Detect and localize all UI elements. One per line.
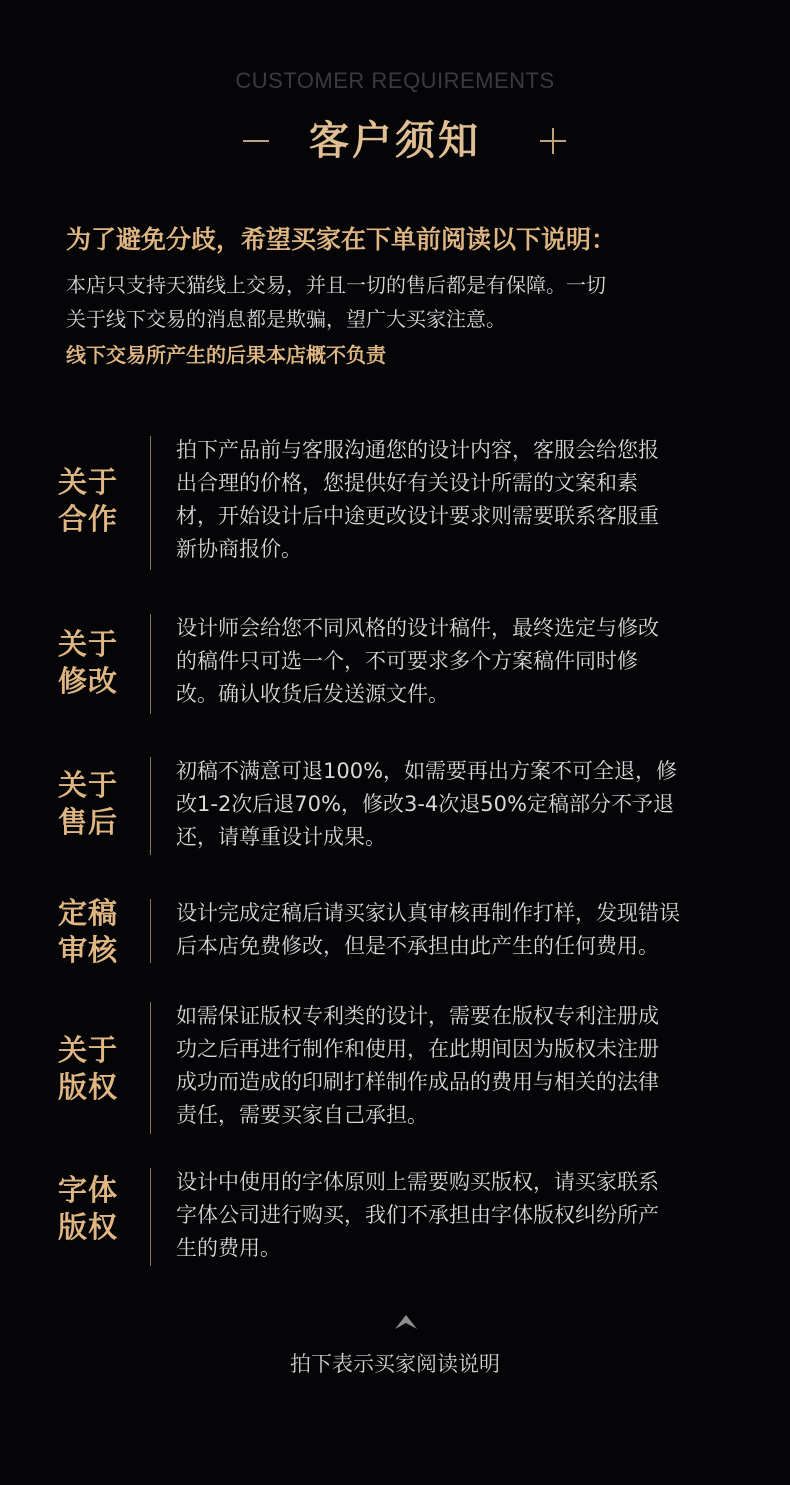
notice-text-line: 本店只支持天猫线上交易，并且一切的售后都是有保障。一切 [66,273,606,297]
plus-decoration-icon [540,128,566,154]
section-label: 关于 售后 [58,768,119,839]
section-body: 如需保证版权专利类的设计，需要在版权专利注册成 功之后再进行制作和使用，在此期间因为版权未注册 成功而造成的印刷打样制作成品的费用与相关的法律 责任，需要买家自己承担。 [176,1004,659,1127]
section-label: 关于 修改 [58,627,119,698]
section-divider [150,1168,151,1266]
section-body: 初稿不满意可退100%，如需要再出方案不可全退，修 改1-2次后退70%，修改3-4次退50%定稿部分不予退 还，请尊重设计成果。 [176,759,678,849]
notice-text-line: 关于线下交易的消息都是欺骗，望广大买家注意。 [66,307,506,331]
section-body: 拍下产品前与客服沟通您的设计内容，客服会给您报 出合理的价格，您提供好有关设计所需的文案和素 材，开始设计后中途更改设计要求则需要联系客服重 新协商报价。 [176,438,659,561]
page-title: 客户须知 [309,118,481,164]
section-body: 设计完成定稿后请买家认真审核再制作打样，发现错误 后本店免费修改，但是不承担由此产生的任何费用。 [176,901,680,958]
section-cooperation [0,434,790,570]
notice-warning: 线下交易所产生的后果本店概不负责 [66,343,386,367]
header-title-row [0,112,790,172]
section-divider [150,757,151,855]
section-divider [150,614,151,714]
section-divider [150,436,151,570]
notice-heading: 为了避免分歧，希望买家在下单前阅读以下说明： [66,225,617,254]
footer-text: 拍下表示买家阅读说明 [290,1352,500,1376]
section-body: 设计中使用的字体原则上需要购买版权，请买家联系 字体公司进行购买，我们不承担由字体版权纠纷所产 生的费用。 [176,1170,659,1260]
section-revision [0,612,790,714]
section-after-sales [0,755,790,855]
section-label: 关于 版权 [58,1033,119,1104]
section-final-review [0,896,790,967]
section-label: 关于 合作 [58,465,119,536]
section-divider [150,1002,151,1134]
section-divider [150,899,151,963]
section-copyright [0,1000,790,1134]
header-subtitle-en: CUSTOMER REQUIREMENTS [235,68,555,93]
section-body: 设计师会给您不同风格的设计稿件，最终选定与修改 的稿件只可选一个，不可要求多个方案稿件同时修 改。确认收货后发送源文件。 [176,616,659,706]
chevron-up-icon [395,1315,417,1329]
section-label: 定稿 审核 [58,896,119,967]
section-font-copyright [0,1166,790,1266]
section-label: 字体 版权 [58,1173,119,1244]
